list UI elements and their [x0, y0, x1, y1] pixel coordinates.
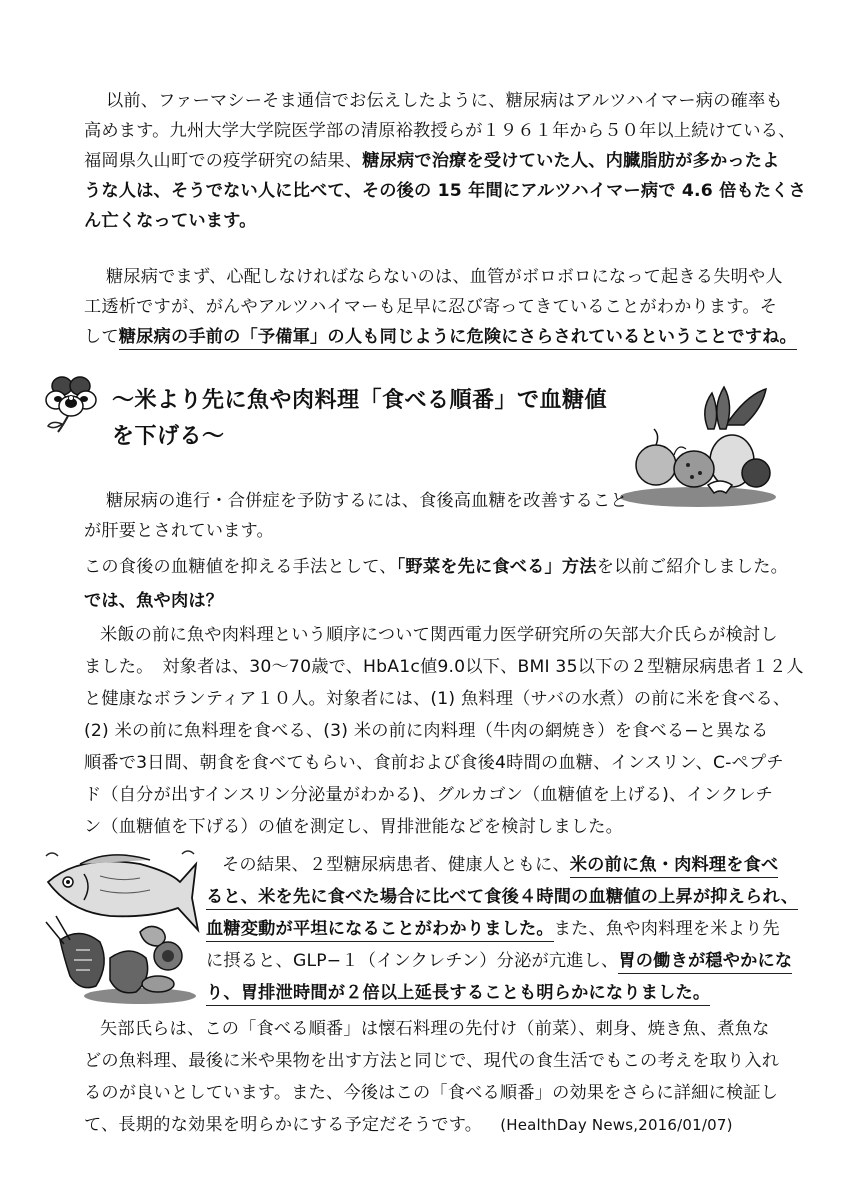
- para5-line2: どの魚料理、最後に米や果物を出す方法と同じで、現代の食生活でもこの考えを取り入れ: [84, 1051, 780, 1071]
- para1-line1: 以前、ファーマシーそま通信でお伝えしたように、糖尿病はアルツハイマー病の確率も: [106, 91, 783, 111]
- para4-line4: [206, 948, 792, 974]
- para2-line1: 糖尿病でまず、心配しなければならないのは、血管がボロボロになって起きる失明や人: [106, 267, 783, 287]
- para2-line3-underlined: 糖尿病の手前の「予備軍」の人も同じように危険にさらされているということですね。: [119, 327, 797, 350]
- para2-line3: [84, 324, 797, 350]
- para1-line3: [84, 148, 780, 174]
- para3-line8: (2) 米の前に魚料理を食べる、(3) 米の前に肉料理（牛肉の網焼き）を食べる−と異なる: [84, 721, 769, 741]
- para3-line10: ド（自分が出すインスリン分泌量がわかる)、グルカゴン（血糖値を上げる)、インクレチ: [84, 785, 774, 805]
- para2-line3-text: して: [84, 327, 119, 347]
- fish-seafood-illustration: [40, 846, 200, 1006]
- para4-line2: [206, 884, 798, 910]
- para1-line5: ん亡くなっています。: [84, 211, 257, 231]
- para4-line5: [206, 980, 710, 1006]
- para3-line9: 順番で3日間、朝食を食べてもらい、食前および食後4時間の血糖、インスリン、C-ペプチ: [84, 753, 784, 773]
- para5-line4: [84, 1112, 733, 1138]
- para3-line11: ン（血糖値を下げる）の値を測定し、胃排泄能などを検討しました。: [84, 817, 624, 837]
- para3-line3: [84, 554, 788, 580]
- para3-line1: 糖尿病の進行・合併症を予防するには、食後高血糖を改善すること: [106, 491, 628, 511]
- para3-line3-bold: 「野菜を先に食べる」方法: [396, 557, 597, 577]
- source-citation: (HealthDay News,2016/01/07): [500, 1116, 733, 1134]
- para4-line5-underlined: り、胃排泄時間が２倍以上延長することも明らかになりました。: [206, 983, 710, 1006]
- para1-line4: うな人は、そうでない人に比べて、その後の 15 年間にアルツハイマー病で 4.6 倍もたくさ: [84, 181, 807, 201]
- para3-line3-text: この食後の血糖値を抑える手法として、: [84, 557, 397, 577]
- para5-line1: 矢部氏らは、この「食べる順番」は懐石料理の先付け（前菜）、刺身、焼き魚、煮魚な: [100, 1019, 770, 1039]
- para1-line3-text: 福岡県久山町での疫学研究の結果、: [84, 151, 363, 171]
- para4-line4-text: に摂ると、GLP−１（インクレチン）分泌が亢進し、: [206, 951, 619, 971]
- para4-line1-underlined: 米の前に魚・肉料理を食べ: [570, 855, 779, 878]
- para2-line2: 工透析ですが、がんやアルツハイマーも足早に忍び寄ってきていることがわかります。そ: [84, 297, 778, 317]
- para5-line4-text: て、長期的な効果を明らかにする予定だそうです。: [84, 1115, 483, 1135]
- section-heading-line1: ～米より先に魚や肉料理「食べる順番」で血糖値: [112, 388, 608, 413]
- para4-line2-underlined: ると、米を先に食べた場合に比べて食後４時間の血糖値の上昇が抑えられ、: [206, 887, 798, 910]
- para5-line3: るのが良いとしています。また、今後はこの「食べる順番」の効果をさらに詳細に検証し: [84, 1083, 779, 1103]
- pansy-flower-icon: [40, 372, 104, 436]
- para3-line5: 米飯の前に魚や肉料理という順序について関西電力医学研究所の矢部大介氏らが検討し: [100, 625, 778, 645]
- para3-line7: と健康なボランティア１０人。対象者には、(1) 魚料理（サバの水煮）の前に米を食べる、: [84, 689, 791, 709]
- para1-line2: 高めます。九州大学大学院医学部の清原裕教授らが１９６１年から５０年以上続けている、: [84, 121, 796, 141]
- para4-line1: [222, 852, 778, 878]
- para4-line1-text: その結果、２型糖尿病患者、健康人ともに、: [222, 855, 570, 875]
- para3-line6: ました。 対象者は、30～70歳で、HbA1c値9.0以下、BMI 35以下の２型糖尿病患者１２人: [84, 657, 804, 677]
- section-heading-line2: を下げる～: [112, 424, 225, 449]
- para4-line4-underlined: 胃の働きが穏やかにな: [618, 951, 792, 974]
- vegetables-illustration: [616, 385, 778, 507]
- para1-line3-bold: 糖尿病で治療を受けていた人、内臓脂肪が多かったよ: [362, 151, 780, 171]
- para4-line3-text: また、魚や肉料理を米より先: [553, 919, 780, 939]
- para3-line3-text-end: を以前ご紹介しました。: [596, 557, 788, 577]
- para4-line3: [206, 916, 780, 942]
- para4-line3-underlined: 血糖変動が平坦になることがわかりました。: [206, 919, 554, 942]
- para3-line4: では、魚や肉は？: [84, 591, 224, 611]
- para3-line2: が肝要とされています。: [84, 521, 274, 541]
